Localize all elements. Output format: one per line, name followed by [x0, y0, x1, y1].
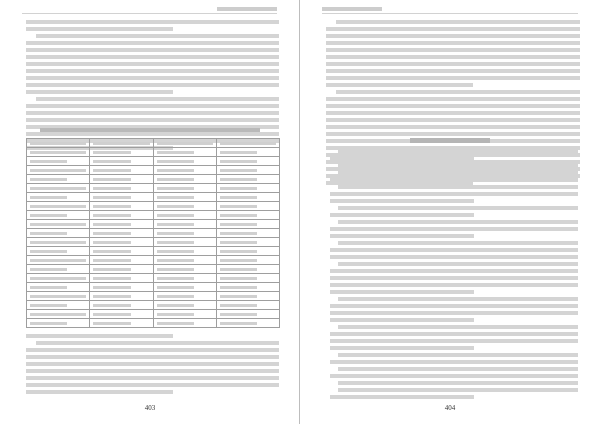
table-row [27, 157, 280, 166]
table-row [27, 283, 280, 292]
table-row [27, 238, 280, 247]
table-row [27, 211, 280, 220]
table-row [27, 166, 280, 175]
table-row [27, 202, 280, 211]
table-row [27, 274, 280, 283]
data-table [26, 138, 280, 328]
table-row [27, 292, 280, 301]
table-row [27, 184, 280, 193]
left-page-number: 403 [144, 404, 156, 412]
table-header-row [27, 139, 280, 148]
table-row [27, 256, 280, 265]
table-row [27, 265, 280, 274]
references-heading [410, 138, 490, 143]
left-bottom-text [26, 334, 279, 394]
table-row [27, 229, 280, 238]
reference-list [330, 150, 578, 399]
table-row [27, 220, 280, 229]
left-header-rule [22, 13, 277, 14]
table-row [27, 148, 280, 157]
right-running-head [322, 7, 382, 11]
table-caption [40, 128, 260, 132]
table-row [27, 175, 280, 184]
right-page [300, 0, 600, 424]
right-page-number: 404 [444, 404, 456, 412]
table-row [27, 301, 280, 310]
left-running-head [217, 7, 277, 11]
table-row [27, 193, 280, 202]
table-row [27, 247, 280, 256]
table-row [27, 319, 280, 328]
right-header-rule [322, 13, 578, 14]
table-row [27, 310, 280, 319]
